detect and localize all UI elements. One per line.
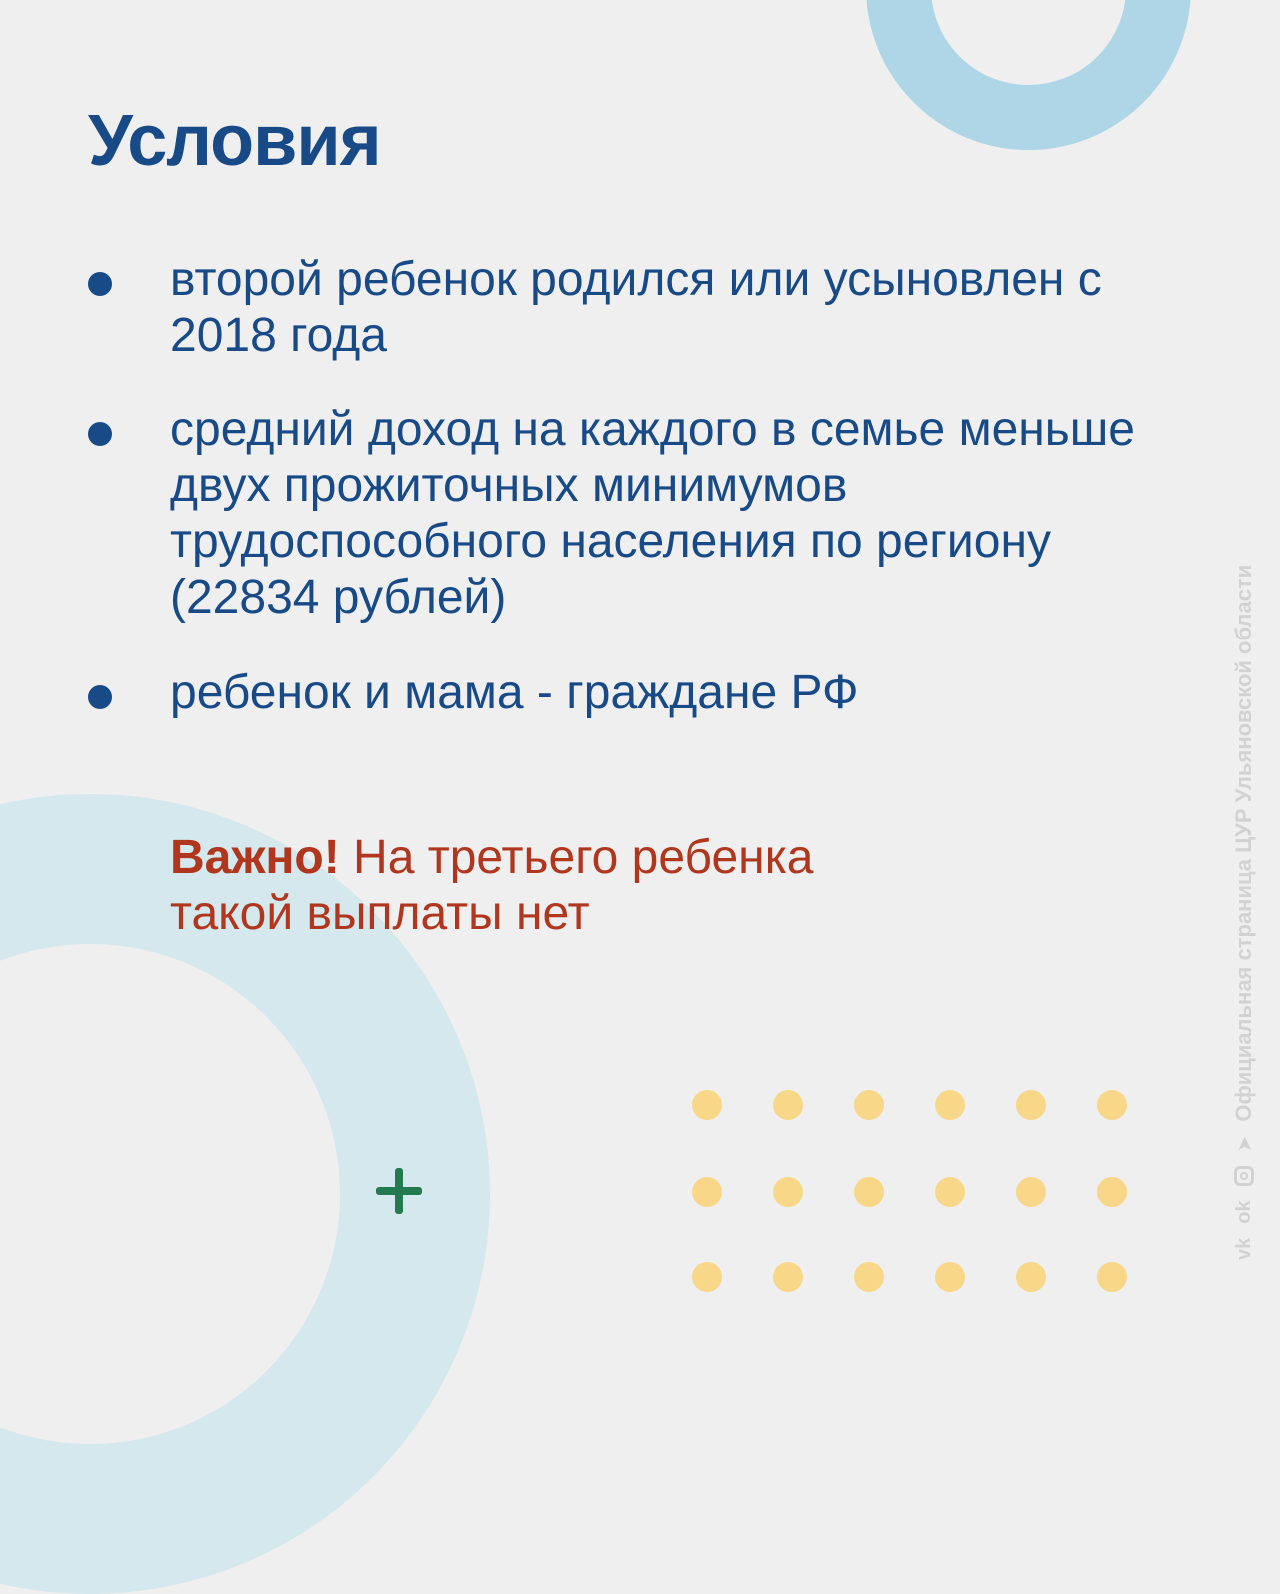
decorative-ring-top (866, 0, 1191, 150)
decorative-dot (854, 1177, 884, 1207)
odnoklassniki-icon: ok (1232, 1200, 1255, 1224)
decorative-dot (854, 1262, 884, 1292)
bullet-dot-icon (88, 422, 112, 446)
decorative-dot (1016, 1090, 1046, 1120)
credit-text: Официальная страница ЦУР Ульяновской области (1231, 564, 1256, 1122)
plus-icon (376, 1168, 422, 1214)
decorative-dot (773, 1262, 803, 1292)
decorative-dot (1016, 1177, 1046, 1207)
bullet-dot-icon (88, 272, 112, 296)
vk-icon: vk (1232, 1237, 1255, 1260)
decorative-dot (1097, 1262, 1127, 1292)
page-title: Условия (88, 101, 381, 181)
condition-text: второй ребенок родился или усыновлен с 2018 года (170, 253, 1102, 362)
important-note (170, 830, 870, 942)
decorative-dot (1097, 1090, 1127, 1120)
condition-text: средний доход на каждого в семье меньше двух прожиточных минимумов трудоспособного населения по региону (22834 рублей) (170, 403, 1135, 624)
decorative-dot (935, 1262, 965, 1292)
decorative-dot (692, 1262, 722, 1292)
condition-text: ребенок и мама - граждане РФ (170, 666, 859, 719)
decorative-dot (1097, 1177, 1127, 1207)
telegram-icon: ➤ (1233, 1135, 1256, 1153)
decorative-dot (773, 1177, 803, 1207)
decorative-dot (692, 1090, 722, 1120)
decorative-dot (935, 1090, 965, 1120)
note-text: На третьего ребенка такой выплаты нет (170, 831, 814, 940)
instagram-icon (1234, 1166, 1254, 1186)
note-emphasis: Важно! (170, 831, 340, 884)
bullet-dot-icon (88, 685, 112, 709)
decorative-dot (773, 1090, 803, 1120)
decorative-dot (935, 1177, 965, 1207)
side-credit (1226, 0, 1262, 1260)
decorative-dot (1016, 1262, 1046, 1292)
decorative-dot (692, 1177, 722, 1207)
decorative-dot (854, 1090, 884, 1120)
